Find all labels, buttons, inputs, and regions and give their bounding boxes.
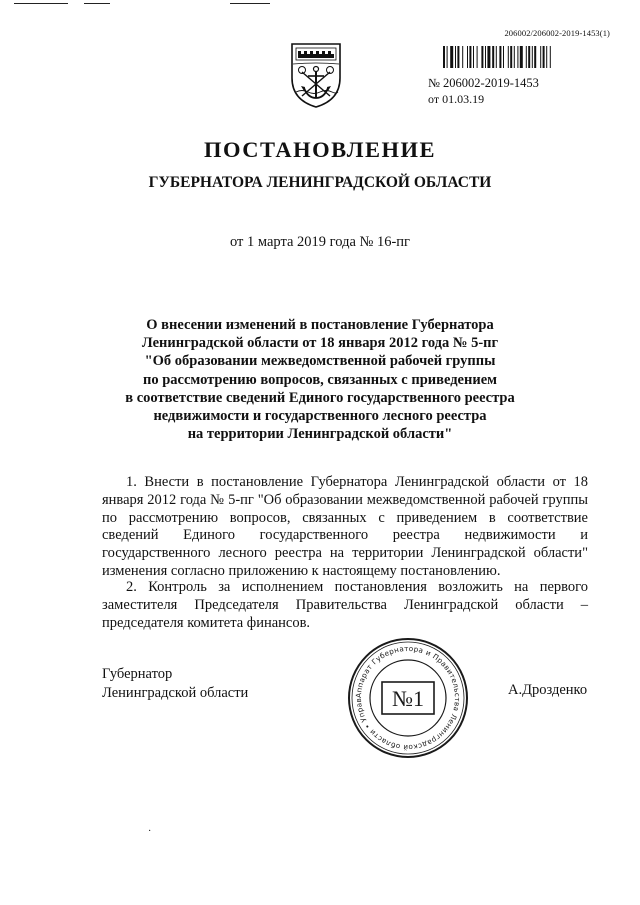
heading-line: Ленинградской области от 18 января 2012 года № 5-пг	[141, 335, 499, 352]
document-reference: 206002/206002-2019-1453(1)	[504, 28, 610, 38]
scan-edge-mark	[230, 3, 270, 4]
barcode-icon	[443, 46, 583, 68]
signatory-region: Ленинградской области	[102, 685, 249, 701]
registration-date: от 01.03.19	[428, 92, 485, 106]
official-stamp	[346, 636, 470, 760]
document-subtitle: ГУБЕРНАТОРА ЛЕНИНГРАДСКОЙ ОБЛАСТИ	[148, 174, 492, 191]
signatory-title: Губернатор	[102, 666, 173, 682]
paragraph-2: 2. Контроль за исполнением постановления возложить на первого заместителя Председателя Правительства Ленинградской области – председателя комитета финансов.	[102, 579, 588, 631]
signatory-position	[102, 665, 248, 703]
heading-line: "Об образовании межведомственной рабочей группы	[144, 353, 496, 370]
heading-line: на территории Ленинградской области"	[187, 426, 453, 443]
paragraph-1: 1. Внести в постановление Губернатора Ленинградской области от 18 января 2012 года № 5-пг "Об образовании межведомственной рабочей группы по рассмотрению вопросов, связанных с приведением в соответствие сведений Единого государственного реестра недвижимости и государственного лесного реестра на территории Ленинградской области" изменения согласно приложению к настоящему постановлению.	[102, 474, 588, 579]
registration-number: № 206002-2019-1453	[428, 76, 539, 90]
resolution-heading	[120, 316, 520, 443]
heading-line: О внесении изменений в постановление Губернатора	[146, 317, 494, 333]
stamp-ring-text: Аппарат Губернатора и Правительства Ленинградской области • Управ	[353, 643, 463, 753]
coat-of-arms-icon	[288, 40, 344, 110]
document-title: ПОСТАНОВЛЕНИЕ	[203, 137, 437, 162]
stamp-number: №1	[392, 686, 424, 711]
scan-edge-mark	[84, 3, 110, 4]
heading-line: недвижимости и государственного лесного реестра	[153, 408, 487, 425]
scan-artifact: ·	[148, 826, 152, 837]
heading-line: в соответствие сведений Единого государственного реестра	[125, 389, 515, 406]
document-date: от 1 марта 2019 года № 16-пг	[229, 234, 411, 250]
scan-edge-mark	[14, 3, 68, 4]
heading-line: по рассмотрению вопросов, связанных с приведением	[142, 371, 498, 388]
signatory-name: А.Дрозденко	[508, 682, 588, 698]
